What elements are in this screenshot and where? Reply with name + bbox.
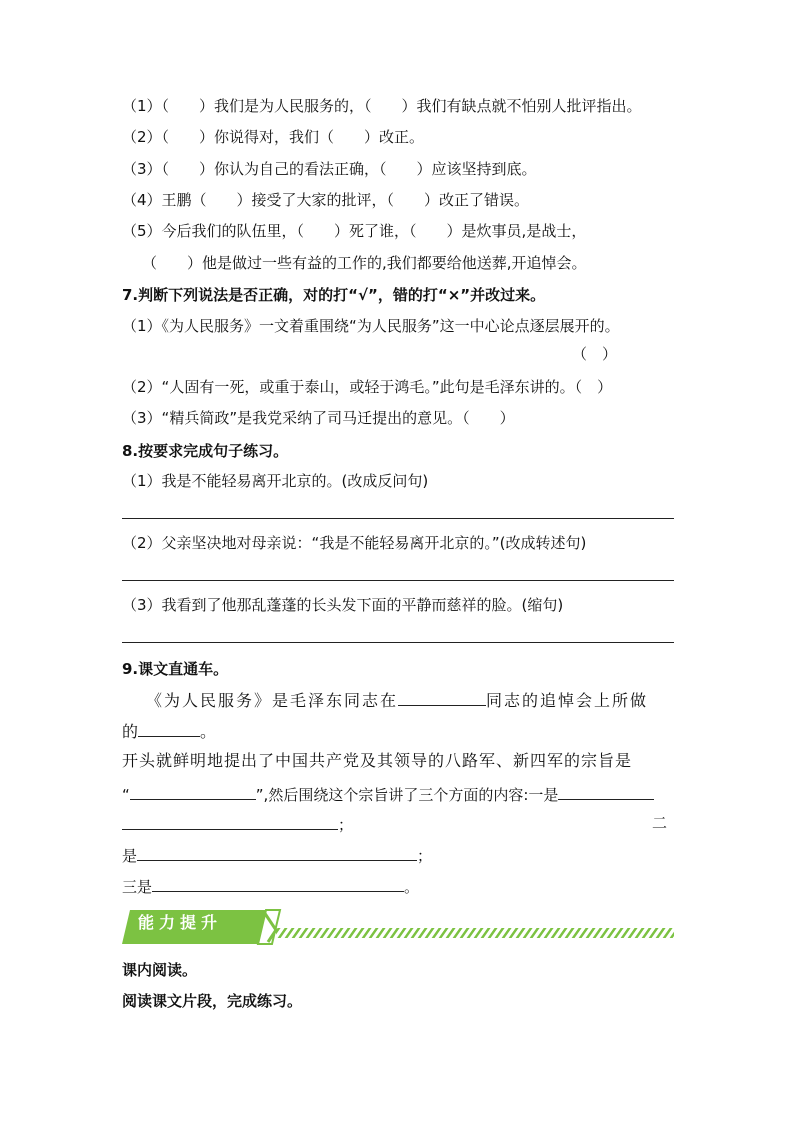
q8-title: 8.按要求完成句子练习。 [122,442,289,460]
q8-item-2: （2）父亲坚决地对母亲说：“我是不能轻易离开北京的。”(改成转述句) [122,534,587,552]
q9-line-3: 开头就鲜明地提出了中国共产党及其领导的八路军、新四军的宗旨是 [122,751,633,770]
q6-item-4: （4）王鹏（ ）接受了大家的批评，（ ）改正了错误。 [122,191,530,209]
q6-item-1: （1）（ ）我们是为人民服务的，（ ）我们有缺点就不怕别人批评指出。 [122,97,642,115]
q9-blank-1[interactable] [398,689,486,706]
banner-stripe-bar [276,928,674,938]
subtitle-exercise: 阅读课文片段，完成练习。 [122,992,303,1010]
q7-title: 7.判断下列说法是否正确，对的打“√”，错的打“×”并改过来。 [122,286,546,304]
q9-line-1 [146,689,648,711]
q7-item-1-paren: （ ） [572,345,618,363]
q9-text-2a: 的 [122,722,139,741]
q9-text-5a: ； [338,816,354,834]
q9-text-1b: 同志的追悼会上所做 [486,691,649,710]
q8-answer-line-3[interactable] [122,642,674,643]
q9-blank-3[interactable] [130,783,256,800]
q9-text-2b: 。 [200,722,217,741]
banner-title: 能力提升 [138,913,223,932]
q6-item-5b: （ ）他是做过一些有益的工作的,我们都要给他送葬,开追悼会。 [142,254,587,272]
q9-text-6a: 是 [122,847,138,865]
q9-text-7a: 三是 [122,878,153,896]
subtitle-reading: 课内阅读。 [122,961,198,979]
q9-text-4b: ”,然后围绕这个宗旨讲了三个方面的内容:一是 [255,786,559,804]
q8-answer-line-1[interactable] [122,518,674,519]
q7-item-2: （2）“人固有一死，或重于泰山，或轻于鸿毛。”此句是毛泽东讲的。（ ） [122,378,613,396]
q8-item-3: （3）我看到了他那乱蓬蓬的长头发下面的平静而慈祥的脸。(缩句) [122,596,564,614]
q9-blank-6[interactable] [152,875,404,892]
q9-text-6b: ； [417,847,433,865]
q9-text-5b: 二 [652,814,668,832]
q9-text-7b: 。 [404,878,420,896]
q8-answer-line-2[interactable] [122,580,674,581]
q9-line-5 [122,813,353,835]
q9-line-7 [122,875,419,897]
q9-text-4a: “ [122,786,130,804]
q9-blank-5[interactable] [137,844,417,861]
q9-blank-4b[interactable] [122,813,338,830]
q6-item-5a: （5）今后我们的队伍里，（ ）死了谁，（ ）是炊事员,是战士， [122,222,587,240]
q9-text-1a: 《为人民服务》是毛泽东同志在 [146,691,399,710]
q6-item-2: （2）（ ）你说得对，我们（ ）改正。 [122,128,425,146]
q9-title: 9.课文直通车。 [122,660,229,678]
q8-item-1: （1）我是不能轻易离开北京的。(改成反问句) [122,472,429,490]
q9-line-4 [122,783,654,805]
q6-item-3: （3）（ ）你认为自己的看法正确，（ ）应该坚持到底。 [122,160,537,178]
q9-blank-2[interactable] [138,720,200,737]
q9-line-6 [122,844,432,866]
q7-item-3: （3）“精兵简政”是我党采纳了司马迁提出的意见。（ ） [122,409,515,427]
q7-item-1: （1）《为人民服务》一文着重围绕“为人民服务”这一中心论点逐层展开的。 [122,317,620,335]
q9-line-2 [122,720,216,742]
q9-blank-4a[interactable] [558,783,654,800]
